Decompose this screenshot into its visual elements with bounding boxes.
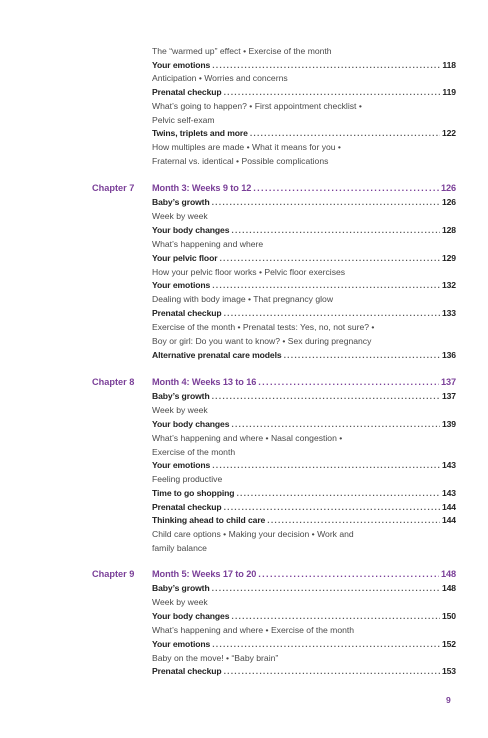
toc-entry[interactable]: Your pelvic floor . . . 129: [152, 252, 456, 264]
chapter-label: Chapter 7: [92, 183, 135, 193]
toc-subtopics: Pelvic self-exam: [152, 115, 215, 125]
chapter-label: Chapter 8: [92, 377, 135, 387]
toc-subtopics: How multiples are made • What it means for you •: [152, 142, 341, 152]
toc-entry[interactable]: Twins, triplets and more . . . 122: [152, 127, 456, 139]
toc-entry[interactable]: Your emotions . . . 118: [152, 59, 456, 71]
toc-subtopics: Feeling productive: [152, 474, 223, 484]
toc-entry[interactable]: Your body changes . . . 139: [152, 418, 456, 430]
toc-subtopics: Week by week: [152, 405, 208, 415]
toc-entry[interactable]: Prenatal checkup . . . 119: [152, 86, 456, 98]
toc-subtopics: Child care options • Making your decision • Work and: [152, 529, 354, 539]
toc-subtopics: Anticipation • Worries and concerns: [152, 73, 288, 83]
toc-subtopics: What’s happening and where • Exercise of the month: [152, 625, 355, 635]
toc-entry[interactable]: Prenatal checkup . . . 153: [152, 665, 456, 677]
toc-subtopics: Exercise of the month • Prenatal tests: Yes, no, not sure? •: [152, 322, 375, 332]
toc-entry[interactable]: Your emotions . . . 152: [152, 638, 456, 650]
toc-entry[interactable]: Baby’s growth . . . 126: [152, 196, 456, 208]
toc-subtopics: How your pelvic floor works • Pelvic floor exercises: [152, 267, 346, 277]
toc-subtopics: What’s happening and where: [152, 239, 264, 249]
toc-subtopics: Baby on the move! • “Baby brain”: [152, 653, 279, 663]
toc-entry[interactable]: Baby’s growth . . . 137: [152, 390, 456, 402]
toc-subtopics: Dealing with body image • That pregnancy glow: [152, 294, 334, 304]
page-number: 9: [446, 695, 451, 705]
toc-subtopics: What’s happening and where • Nasal congestion •: [152, 433, 343, 443]
toc-subtopics: The “warmed up” effect • Exercise of the month: [152, 46, 332, 56]
toc-entry[interactable]: Prenatal checkup . . . 133: [152, 307, 456, 319]
toc-subtopics: family balance: [152, 543, 207, 553]
toc-entry[interactable]: Baby’s growth . . . 148: [152, 582, 456, 594]
toc-month-entry[interactable]: Month 3: Weeks 9 to 12 . . . 126: [152, 182, 456, 194]
chapter-label: Chapter 9: [92, 569, 135, 579]
toc-entry[interactable]: Your body changes . . . 128: [152, 224, 456, 236]
toc-entry[interactable]: Your emotions . . . 143: [152, 459, 456, 471]
toc-subtopics: Week by week: [152, 597, 208, 607]
toc-subtopics: Exercise of the month: [152, 447, 236, 457]
toc-subtopics: Week by week: [152, 211, 208, 221]
toc-entry[interactable]: Thinking ahead to child care . . . 144: [152, 514, 456, 526]
toc-entry[interactable]: Alternative prenatal care models . . . 136: [152, 349, 456, 361]
toc-month-entry[interactable]: Month 5: Weeks 17 to 20 . . . 148: [152, 568, 456, 580]
toc-entry[interactable]: Your body changes . . . 150: [152, 610, 456, 622]
toc-entry[interactable]: Prenatal checkup . . . 144: [152, 501, 456, 513]
toc-month-entry[interactable]: Month 4: Weeks 13 to 16 . . . 137: [152, 376, 456, 388]
toc-subtopics: What’s going to happen? • First appointment checklist •: [152, 101, 362, 111]
toc-subtopics: Boy or girl: Do you want to know? • Sex during pregnancy: [152, 336, 372, 346]
toc-subtopics: Fraternal vs. identical • Possible complications: [152, 156, 329, 166]
toc-entry[interactable]: Time to go shopping . . . 143: [152, 487, 456, 499]
toc-entry[interactable]: Your emotions . . . 132: [152, 279, 456, 291]
